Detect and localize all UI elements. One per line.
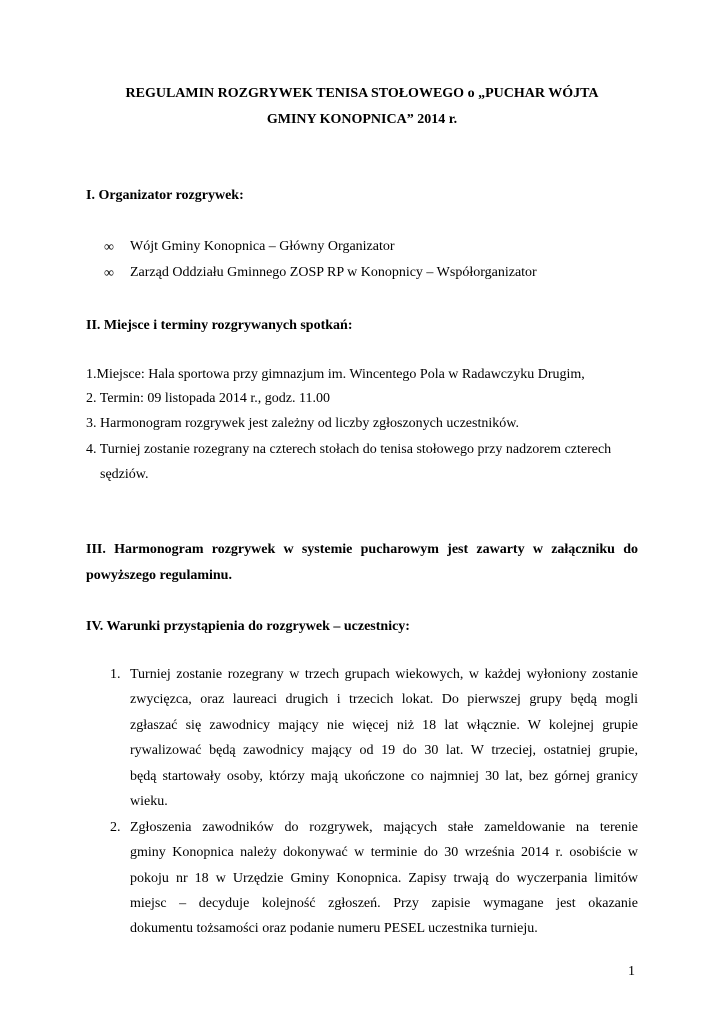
- registration-text-line: dokumentu tożsamości oraz podanie numeru PESEL uczestnika turnieju.: [130, 921, 538, 936]
- date-item: 2. Termin: 09 listopada 2014 r., godz. 11.00: [86, 391, 330, 406]
- age-groups-text-line: zwycięzca, oraz laureaci drugich i trzecich lokat. Do pierwszej grupy będą mogli: [130, 692, 638, 707]
- age-groups-text-line: zgłaszać się zawodnicy mający nie więcej niż 18 lat włącznie. W kolejnej grupie: [130, 718, 638, 733]
- organizer-item: Zarząd Oddziału Gminnego ZOSP RP w Konopnicy – Współorganizator: [130, 265, 537, 280]
- registration-text-line: miejsc – decyduje kolejność zgłoszeń. Przy zapisie wymagane jest okazanie: [130, 896, 638, 911]
- list-number: 2.: [110, 820, 121, 835]
- infinity-bullet-icon: ∞: [104, 240, 114, 255]
- page-number: 1: [628, 964, 635, 979]
- document-title-line-2: GMINY KONOPNICA” 2014 r.: [266, 112, 458, 127]
- section-3-heading-line-2: powyższego regulaminu.: [86, 568, 232, 583]
- registration-text-line: pokoju nr 18 w Urzędzie Gminy Konopnica. Zapisy trwają do wyczerpania limitów: [130, 871, 638, 886]
- section-2-heading: II. Miejsce i terminy rozgrywanych spotkań:: [86, 318, 353, 333]
- schedule-item: 3. Harmonogram rozgrywek jest zależny od liczby zgłoszonych uczestników.: [86, 416, 519, 431]
- registration-text-line: gminy Konopnica należy dokonywać w terminie do 30 września 2014 r. osobiście w: [130, 845, 638, 860]
- infinity-bullet-icon: ∞: [104, 266, 114, 281]
- registration-text-line: Zgłoszenia zawodników do rozgrywek, mających stałe zameldowanie na terenie: [130, 820, 638, 835]
- document-title-line-1: REGULAMIN ROZGRYWEK TENISA STOŁOWEGO o „PUCHAR WÓJTA: [125, 86, 599, 101]
- list-number: 1.: [110, 667, 121, 682]
- tables-item-continuation: sędziów.: [100, 467, 149, 482]
- tables-item: 4. Turniej zostanie rozegrany na czterech stołach do tenisa stołowego przy nadzorem czterech: [86, 442, 612, 457]
- venue-item: 1.Miejsce: Hala sportowa przy gimnazjum im. Wincentego Pola w Radawczyku Drugim,: [86, 367, 585, 382]
- organizer-item: Wójt Gminy Konopnica – Główny Organizator: [130, 239, 395, 254]
- age-groups-text-line: wieku.: [130, 794, 168, 809]
- section-4-heading: IV. Warunki przystąpienia do rozgrywek – uczestnicy:: [86, 619, 410, 634]
- age-groups-text-line: Turniej zostanie rozegrany w trzech grupach wiekowych, w każdej wyłoniony zostanie: [130, 667, 638, 682]
- section-3-heading-line-1: III. Harmonogram rozgrywek w systemie pucharowym jest zawarty w załączniku do: [86, 542, 638, 557]
- age-groups-text-line: rywalizować będą zawodnicy mający od 19 do 30 lat. W trzeciej, ostatniej grupie,: [130, 743, 638, 758]
- age-groups-text-line: będą startowały osoby, którzy mają ukończone co najmniej 30 lat, bez górnej granicy: [130, 769, 638, 784]
- section-1-heading: I. Organizator rozgrywek:: [86, 188, 244, 203]
